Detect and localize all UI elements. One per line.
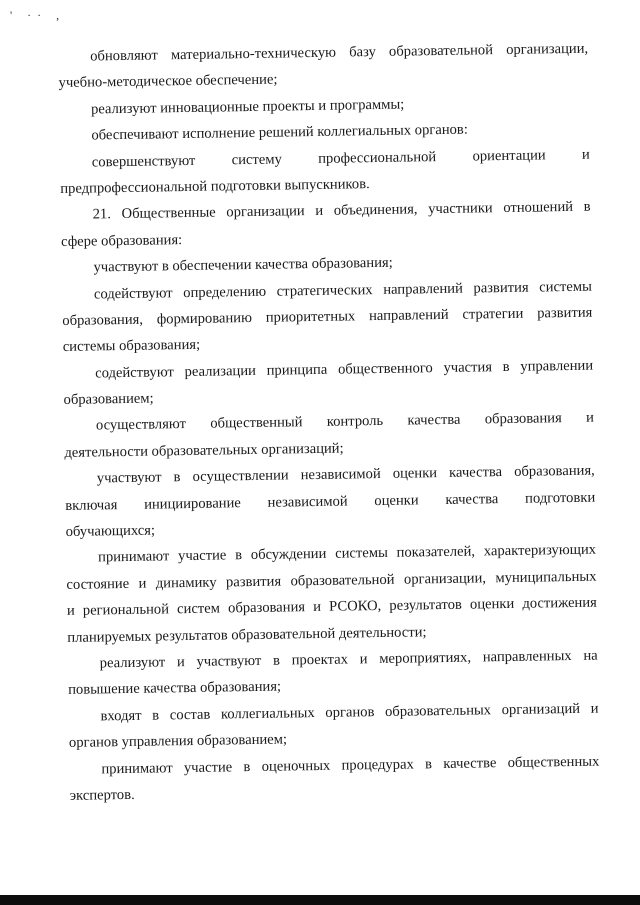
text-line: реализуют и участвуют в проектах и мероприятиях, направленных на: [99, 647, 598, 672]
text-line: деятельности образовательных организаций;: [64, 440, 344, 461]
text-line: совершенствуют системy профессиональной ориентации и: [91, 146, 590, 171]
text-line: осуществляют общественный контроль качества образования и: [95, 410, 595, 434]
text-line: принимают участие в оценочных процедурах в качестве общественных: [101, 753, 600, 777]
scan-bottom-edge: [0, 895, 640, 905]
text-line: обновляют материально-техническую базу образовательной организации,: [90, 40, 589, 65]
text-line: участвуют в осуществлении независимой оценки качества образования,: [96, 462, 595, 487]
text-line: системы образования;: [62, 337, 201, 356]
text-line: обеспечивают исполнение решений коллегиальных органов:: [91, 121, 468, 144]
scan-marks: ' ·· ,: [10, 8, 66, 22]
text-line: принимают участие в обсуждении системы показателей, характеризующих: [97, 542, 597, 566]
document-page: [58, 36, 600, 810]
text-line: содействуют реализации принципа общественного участия в управлении: [95, 357, 594, 382]
text-line: включая инициирование независимой оценки качества подготовки: [65, 489, 596, 514]
text-line: входят в состав коллегиальных органов образовательных организаций и: [100, 700, 599, 725]
text-line: обучающихся;: [65, 522, 156, 540]
text-line: реализуют инновационные проекты и программы;: [90, 96, 405, 118]
text-line: образованием;: [63, 390, 154, 409]
text-line: учебно-методическое обеспечение;: [58, 71, 278, 92]
text-line: экспертов.: [69, 786, 135, 804]
text-line: органов управления образованием;: [68, 731, 288, 752]
text-line: предпрофессиональной подготовки выпускников.: [60, 176, 370, 197]
text-line: участвуют в обеспечении качества образования;: [93, 254, 393, 276]
text-line: 21. Общественные организации и объединения, участники отношений в: [92, 198, 591, 223]
text-line: состояние и динамику развития образовательной организации, муниципальных: [66, 568, 597, 593]
text-line: планируемых результатов образовательной деятельности;: [67, 623, 427, 646]
text-line: содействуют определению стратегических направлений развития системы: [93, 278, 592, 302]
text-line: и региональной систем образования и РСОКО, результатов оценки достижения: [66, 594, 597, 620]
text-line: повышение качества образования;: [68, 678, 282, 699]
text-line: сфере образования:: [60, 231, 183, 250]
text-line: образования, формированию приоритетных направлений стратегии развития: [62, 304, 593, 329]
